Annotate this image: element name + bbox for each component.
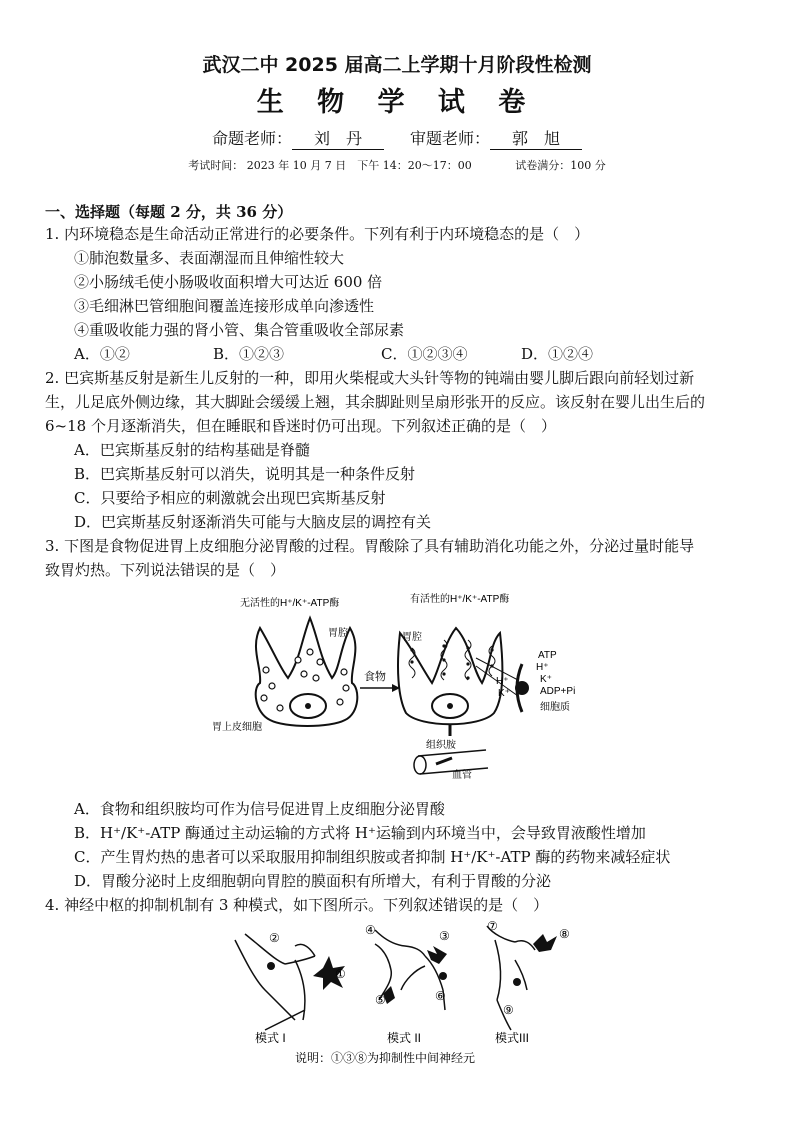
mode1-label: 模式 I bbox=[255, 1031, 286, 1045]
pump-enzyme bbox=[515, 681, 529, 695]
mode1-neuron-2-body bbox=[267, 962, 275, 970]
q1-item-1: ①肺泡数量多、表面潮湿而且伸缩性较大 bbox=[74, 249, 345, 267]
active-pumps bbox=[410, 644, 493, 679]
k-out-label: K⁺ bbox=[498, 688, 510, 699]
reviewer-label: 审题老师： bbox=[410, 129, 491, 148]
mode3-label: 模式III bbox=[495, 1031, 530, 1045]
label-n7: ⑦ bbox=[487, 920, 498, 933]
q1-option-b: B．①②③ bbox=[213, 345, 285, 363]
section-title: 一、选择题（每题 2 分，共 36 分） bbox=[45, 203, 293, 221]
label-n2: ② bbox=[269, 931, 280, 945]
q1-option-d: D．①②④ bbox=[521, 345, 594, 363]
h-in-label: H⁺ bbox=[536, 662, 549, 673]
lumen-label-right: 胃腔 bbox=[402, 632, 422, 643]
q3-stem-line-1: 3. 下图是食物促进胃上皮细胞分泌胃酸的过程。胃酸除了具有辅助消化功能之外，分泌过量时能导 bbox=[45, 537, 695, 555]
label-n3: ③ bbox=[439, 929, 450, 943]
mode2-neuron-6-body bbox=[439, 972, 447, 980]
proposer-label: 命题老师： bbox=[211, 129, 292, 148]
exam-info bbox=[0, 157, 794, 173]
full-score: 试卷满分：100 分 bbox=[515, 159, 606, 172]
mode3-inhibitory-neuron bbox=[533, 934, 557, 952]
mode3-neuron-9-body bbox=[513, 978, 521, 986]
q1-option-a: A．①② bbox=[74, 345, 130, 363]
q3-option-c: C．产生胃灼热的患者可以采取服用抑制组织胺或者抑制 H⁺/K⁺-ATP 酶的药物来减轻症状 bbox=[74, 848, 671, 866]
inhibition-modes-diagram bbox=[225, 920, 585, 1070]
q2-option-a: A．巴宾斯基反射的结构基础是脊髓 bbox=[74, 441, 310, 459]
vessel-arrow bbox=[436, 758, 452, 764]
vessel-end bbox=[414, 756, 426, 774]
q1-option-c: C．①②③④ bbox=[381, 345, 468, 363]
label-n6: ⑥ bbox=[435, 989, 446, 1003]
subject-title: 生 物 学 试 卷 bbox=[256, 87, 538, 118]
exam-time: 考试时间： 2023 年 10 月 7 日 下午 14：20～17：00 bbox=[188, 159, 472, 172]
q1-stem: 1. 内环境稳态是生命活动正常进行的必要条件。下列有利于内环境稳态的是（ ） bbox=[45, 225, 590, 243]
reviewer-name: 郭 旭 bbox=[490, 126, 582, 150]
food-label: 食物 bbox=[364, 671, 386, 683]
proposer-name: 刘 丹 bbox=[292, 126, 384, 150]
q1-item-3: ③毛细淋巴管细胞间覆盖连接形成单向渗透性 bbox=[74, 297, 375, 315]
q2-option-c: C．只要给予相应的刺激就会出现巴宾斯基反射 bbox=[74, 489, 386, 507]
cytoplasm-label: 细胞质 bbox=[540, 702, 570, 713]
diagram-caption: 说明：①③⑧为抑制性中间神经元 bbox=[295, 1051, 476, 1065]
vessel-label: 血管 bbox=[452, 770, 472, 781]
q2-stem-line-2: 生，儿足底外侧边缘，其大脚趾会缓缓上翘，其余脚趾则呈扇形张开的反应。该反射在婴儿出生后的 bbox=[45, 393, 706, 411]
cell-label: 胃上皮细胞 bbox=[212, 722, 262, 733]
teacher-info bbox=[0, 126, 794, 150]
lumen-label-left: 胃腔 bbox=[328, 628, 348, 639]
label-n8: ⑧ bbox=[559, 927, 570, 941]
label-n1: ① bbox=[335, 967, 346, 981]
k-in-label: K⁺ bbox=[540, 674, 552, 685]
inactive-nucleolus bbox=[305, 703, 311, 709]
q2-option-d: D．巴宾斯基反射逐渐消失可能与大脑皮层的调控有关 bbox=[74, 513, 432, 531]
histamine-label: 组织胺 bbox=[426, 740, 456, 751]
label-n9: ⑨ bbox=[503, 1003, 514, 1017]
q1-item-4: ④重吸收能力强的肾小管、集合管重吸收全部尿素 bbox=[74, 321, 405, 339]
q3-option-b: B．H⁺/K⁺-ATP 酶通过主动运输的方式将 H⁺运输到内环境当中，会导致胃液酸性增加 bbox=[74, 824, 646, 842]
q2-stem-line-1: 2. 巴宾斯基反射是新生儿反射的一种，即用火柴棍或大头针等物的钝端由婴儿脚后跟向前轻划过新 bbox=[45, 369, 695, 387]
label-n4: ④ bbox=[365, 923, 376, 937]
q3-stem-line-2: 致胃灼热。下列说法错误的是（ ） bbox=[45, 561, 286, 579]
active-nucleolus bbox=[447, 703, 453, 709]
atp-label: ATP bbox=[538, 650, 557, 661]
q4-stem: 4. 神经中枢的抑制机制有 3 种模式，如下图所示。下列叙述错误的是（ ） bbox=[45, 896, 549, 914]
h-out-label: H⁺ bbox=[496, 676, 509, 687]
q3-option-a: A．食物和组织胺均可作为信号促进胃上皮细胞分泌胃酸 bbox=[74, 800, 445, 818]
active-enzyme-label: 有活性的H⁺/K⁺-ATP酶 bbox=[410, 594, 510, 605]
q2-option-b: B．巴宾斯基反射可以消失，说明其是一种条件反射 bbox=[74, 465, 416, 483]
gastric-cell-diagram bbox=[200, 588, 600, 788]
adp-label: ADP+Pi bbox=[540, 686, 576, 697]
mode2-label: 模式 II bbox=[387, 1031, 422, 1045]
exam-title: 武汉二中 2025 届高二上学期十月阶段性检测 bbox=[202, 54, 592, 76]
q2-stem-line-3: 6~18 个月逐渐消失，但在睡眠和昏迷时仍可出现。下列叙述正确的是（ ） bbox=[45, 417, 556, 435]
active-membrane-folds bbox=[409, 640, 495, 680]
inactive-enzyme-label: 无活性的H⁺/K⁺-ATP酶 bbox=[240, 598, 340, 609]
q1-item-2: ②小肠绒毛使小肠吸收面积增大可达近 600 倍 bbox=[74, 273, 383, 291]
q3-option-d: D．胃酸分泌时上皮细胞朝向胃腔的膜面积有所增大，有利于胃酸的分泌 bbox=[74, 872, 552, 890]
mode1-neurons bbox=[235, 934, 315, 1030]
label-n5: ⑤ bbox=[375, 993, 386, 1007]
